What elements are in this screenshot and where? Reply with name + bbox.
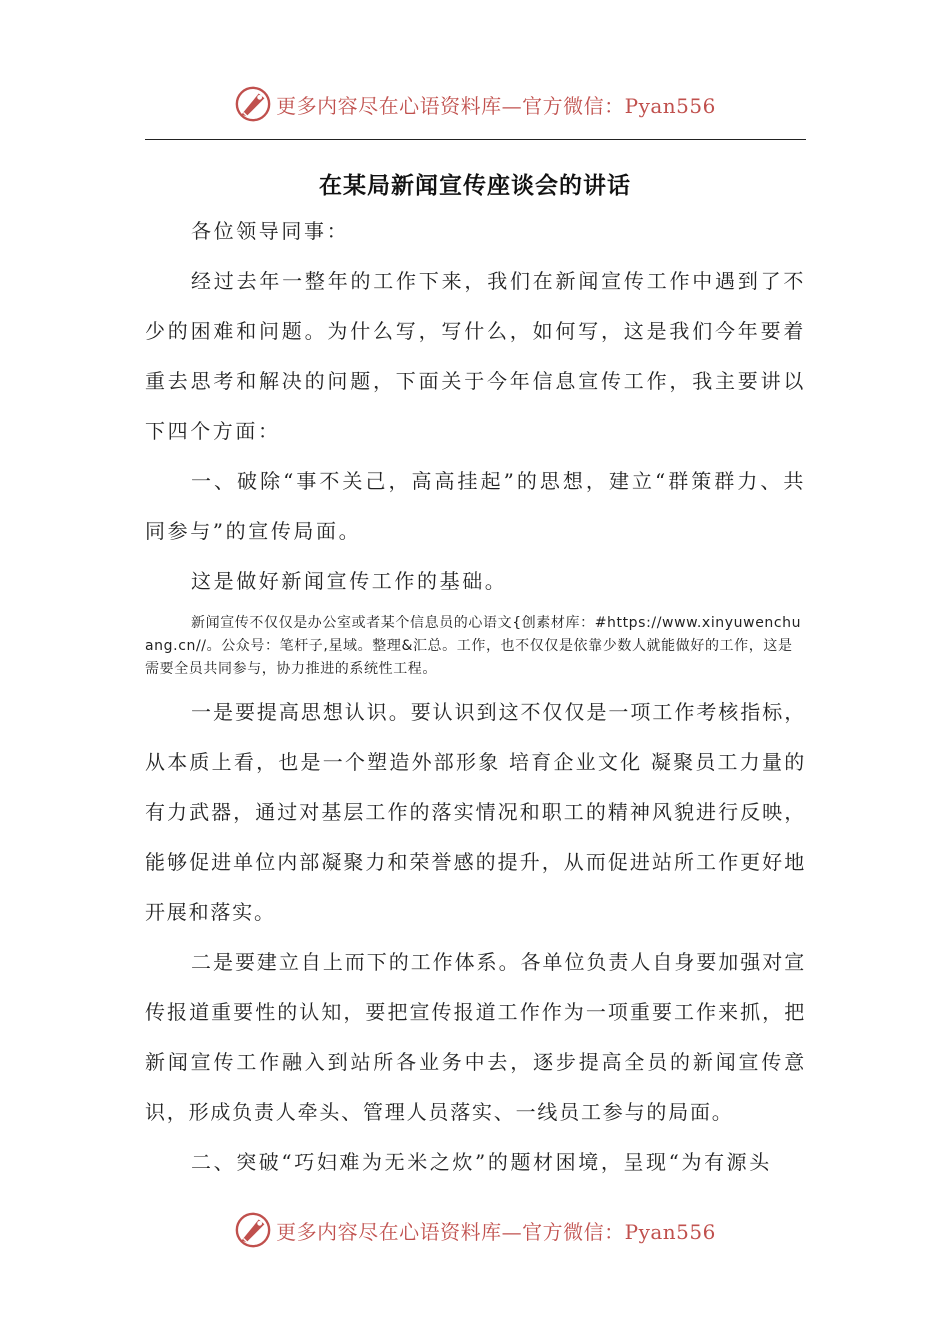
header-divider bbox=[145, 139, 806, 140]
paragraph-foundation: 这是做好新闻宣传工作的基础。 bbox=[191, 569, 508, 593]
header-wechat-id: Pyan556 bbox=[624, 93, 716, 118]
pen-nib-logo-icon bbox=[234, 85, 272, 123]
paragraph-section-one-heading: 一、破除“事不关己，高高挂起”的思想，建立“群策群力、共同参与”的宣传局面。 bbox=[145, 469, 806, 543]
document-body bbox=[145, 206, 806, 1187]
document-title: 在某局新闻宣传座谈会的讲话 bbox=[319, 173, 631, 199]
paragraph-small-print: 新闻宣传不仅仅是办公室或者某个信息员的心语文{创素材库：#https://www.xinyuwenchuang.cn//。公众号：笔杆子,星域。整理&汇总。工作，也不仅仅是依靠少数人就能做好的工作，这是需要全员共同参与，协力推进的系统性工程。 bbox=[145, 615, 802, 677]
paragraph-intro: 经过去年一整年的工作下来，我们在新闻宣传工作中遇到了不少的困难和问题。为什么写，写什么，如何写，这是我们今年要着重去思考和解决的问题，下面关于今年信息宣传工作，我主要讲以下四个方面： bbox=[145, 269, 806, 443]
footer-banner-text: 更多内容尽在心语资料库—官方微信：Pyan556 bbox=[276, 1219, 716, 1244]
paragraph-point-two: 二是要建立自上而下的工作体系。各单位负责人自身要加强对宣传报道重要性的认知，要把宣传报道工作作为一项重要工作来抓，把新闻宣传工作融入到站所各业务中去，逐步提高全员的新闻宣传意识，形成负责人牵头、管理人员落实、一线员工参与的局面。 bbox=[145, 950, 806, 1124]
paragraph-point-one: 一是要提高思想认识。要认识到这不仅仅是一项工作考核指标，从本质上看，也是一个塑造外部形象 培育企业文化 凝聚员工力量的有力武器，通过对基层工作的落实情况和职工的精神风貌进行反映，能够促进单位内部凝聚力和荣誉感的提升，从而促进站所工作更好地开展和落实。 bbox=[145, 700, 806, 924]
header-banner bbox=[0, 84, 950, 124]
paragraph-section-two-heading: 二、突破“巧妇难为无米之炊”的题材困境，呈现“为有源头 bbox=[191, 1150, 772, 1174]
footer-banner bbox=[0, 1210, 950, 1250]
pen-nib-logo-icon bbox=[234, 1211, 272, 1249]
greeting: 各位领导同事： bbox=[191, 219, 350, 243]
footer-wechat-id: Pyan556 bbox=[624, 1219, 716, 1244]
header-banner-text: 更多内容尽在心语资料库—官方微信：Pyan556 bbox=[276, 93, 716, 118]
